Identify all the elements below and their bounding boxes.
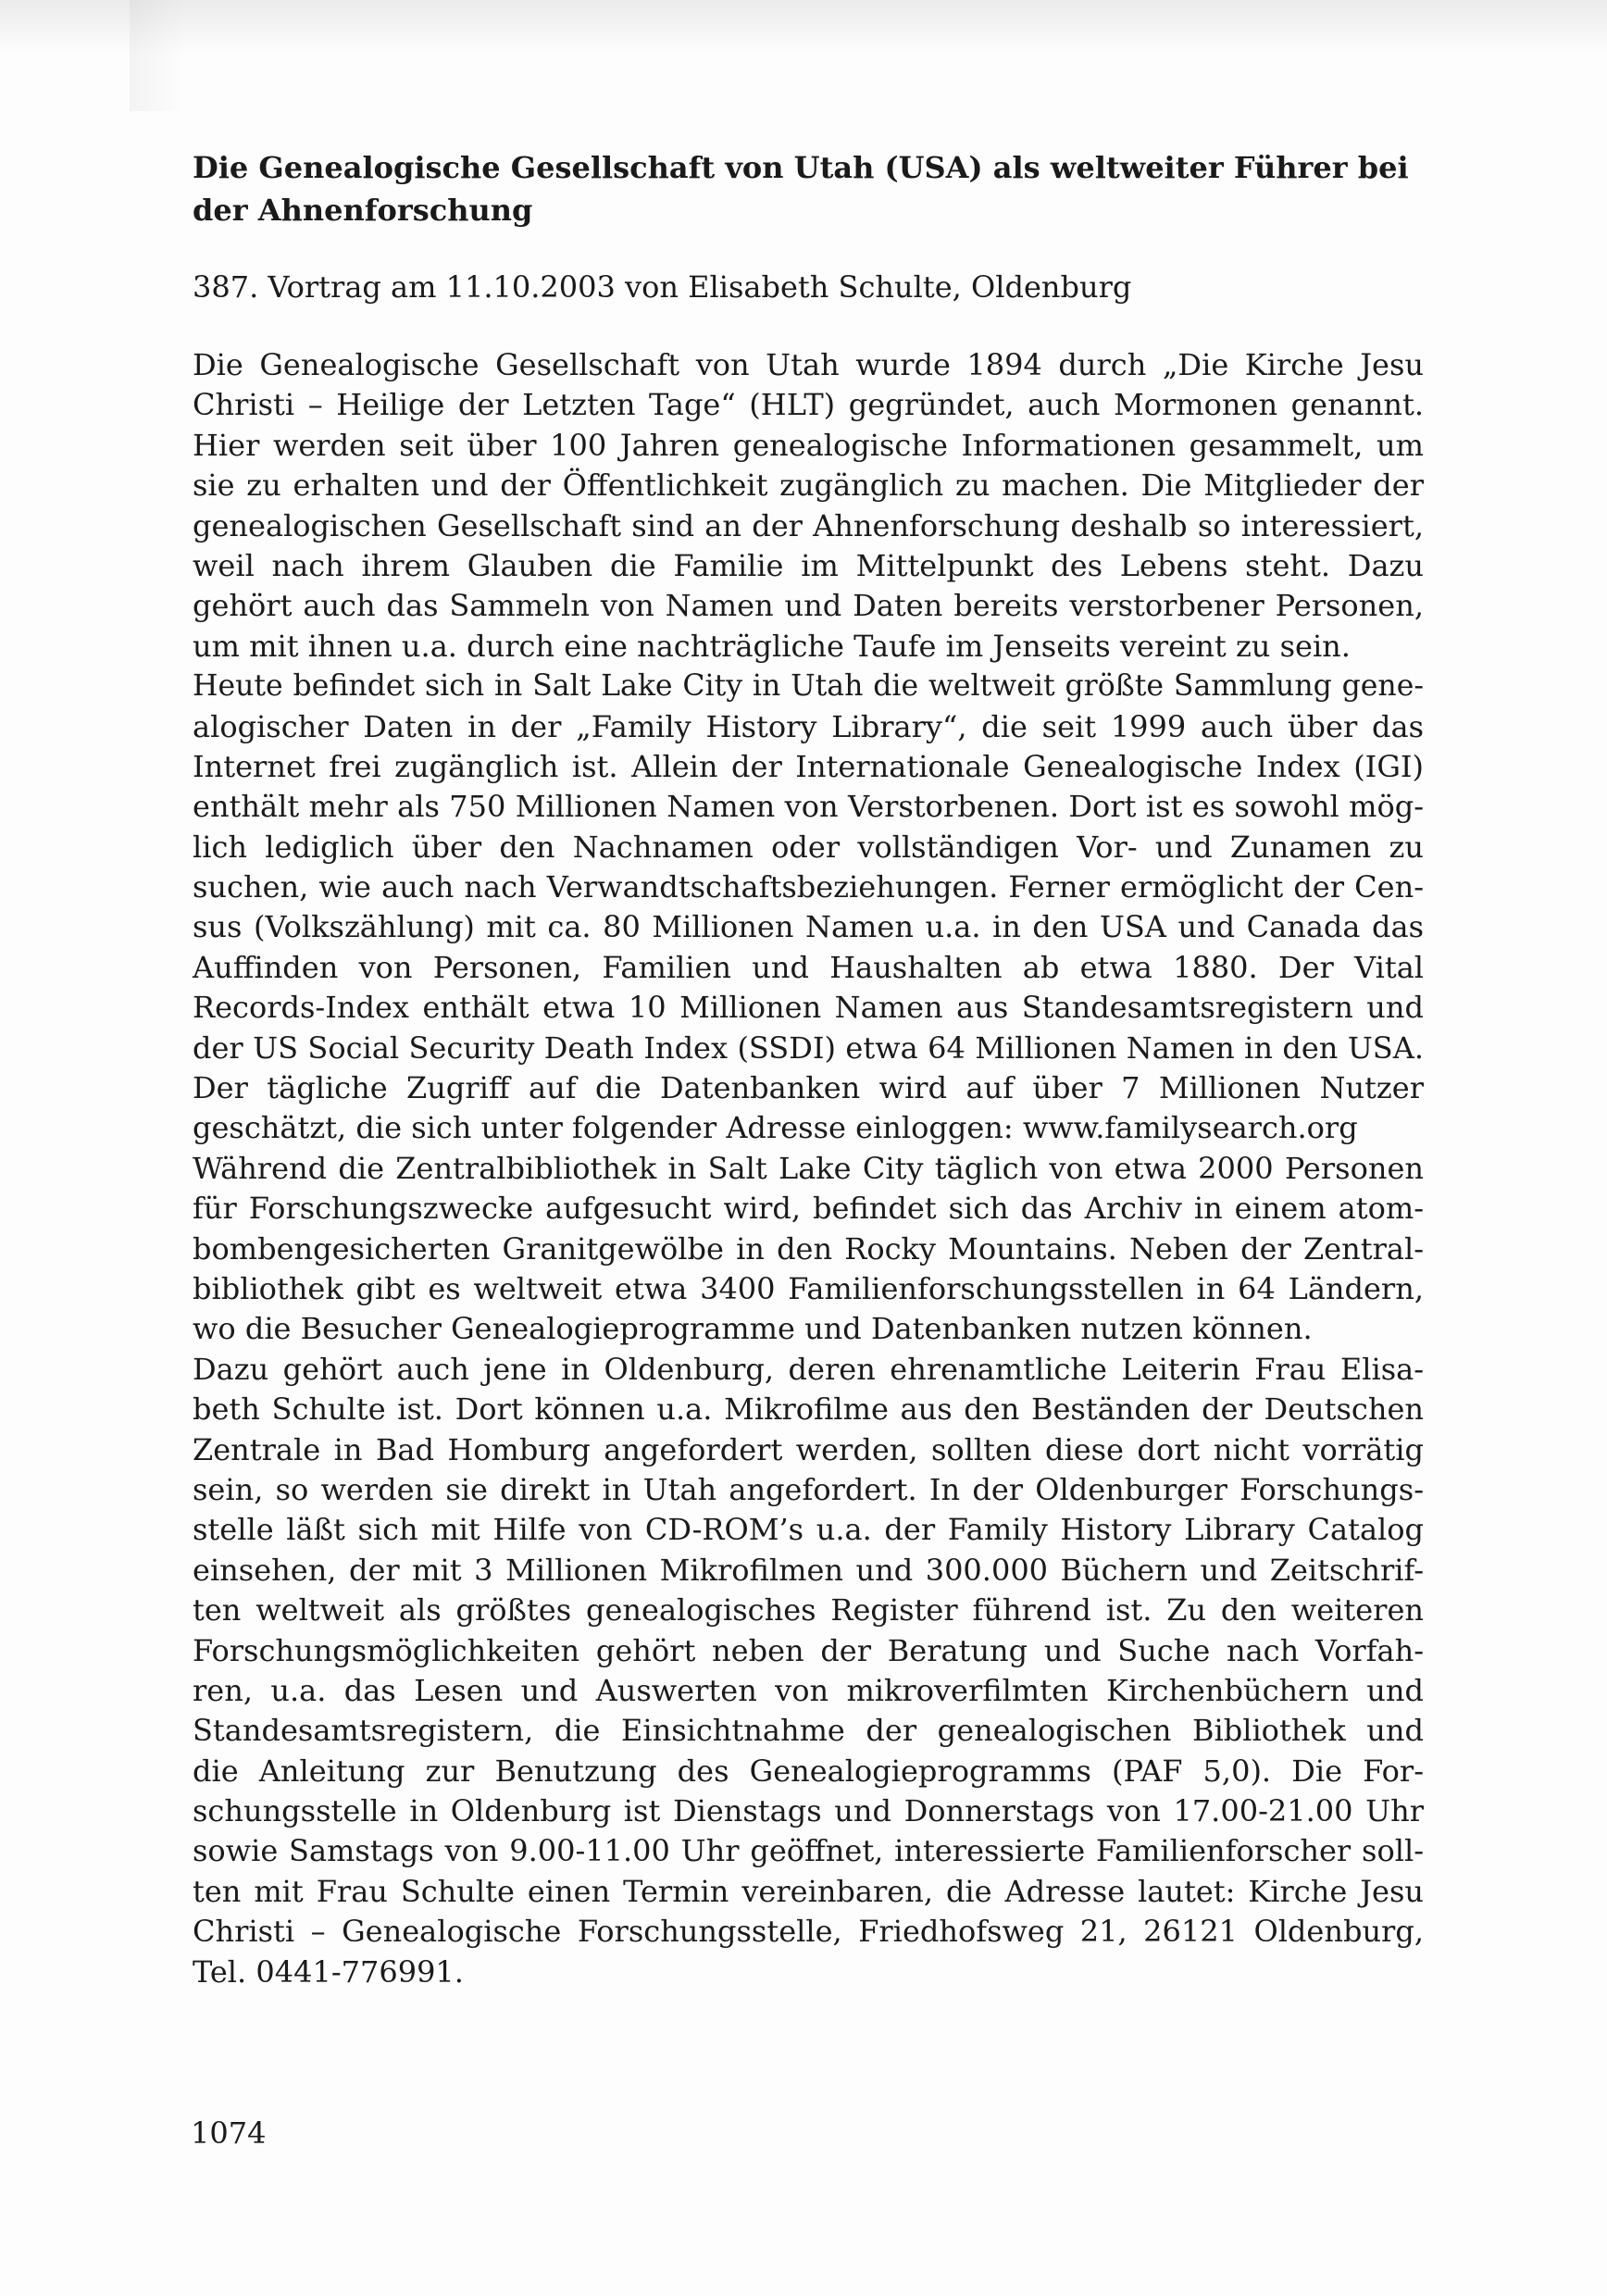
body-line: suchen, wie auch nach Verwandtschaftsbeziehungen. Ferner ermöglicht der Cen- — [193, 869, 1424, 905]
body-line: gehört auch das Sammeln von Namen und Daten bereits verstorbener Personen, — [193, 588, 1424, 624]
body-line: einsehen, der mit 3 Millionen Mikrofilmen und 300.000 Büchern und Zeitschrif- — [193, 1552, 1424, 1588]
body-line: Records-Index enthält etwa 10 Millionen Namen aus Standesamtsregistern und — [193, 990, 1424, 1026]
body-line: Hier werden seit über 100 Jahren genealogische Informationen gesammelt, um — [193, 427, 1424, 463]
body-line: bibliothek gibt es weltweit etwa 3400 Familienforschungsstellen in 64 Ländern, — [193, 1270, 1424, 1306]
article-body — [193, 345, 1424, 1992]
body-line: Während die Zentralbibliothek in Salt Lake City täglich von etwa 2000 Personen — [193, 1150, 1424, 1186]
article-title: Die Genealogische Gesellschaft von Utah (USA) als weltweiter Führer bei der Ahnenforschung — [193, 150, 1409, 228]
body-line: ten mit Frau Schulte einen Termin vereinbaren, die Adresse lautet: Kirche Jesu — [193, 1873, 1424, 1909]
body-line: ten weltweit als größtes genealogisches Register führend ist. Zu den weiteren — [193, 1592, 1424, 1628]
body-line: Die Genealogische Gesellschaft von Utah wurde 1894 durch „Die Kirche Jesu — [193, 347, 1424, 382]
body-line: sie zu erhalten und der Öffentlichkeit zugänglich zu machen. Die Mitglieder der — [193, 468, 1424, 504]
body-line: Dazu gehört auch jene in Oldenburg, deren ehrenamtliche Leiterin Frau Elisa- — [193, 1351, 1424, 1387]
body-line: Auffinden von Personen, Familien und Haushalten ab etwa 1880. Der Vital — [193, 949, 1424, 985]
lecture-subtitle: 387. Vortrag am 11.10.2003 von Elisabeth Schulte, Oldenburg — [193, 269, 1132, 305]
body-line: geschätzt, die sich unter folgender Adresse einloggen: www.familysearch.org — [193, 1110, 1358, 1146]
body-line: enthält mehr als 750 Millionen Namen von Verstorbenen. Dort ist es sowohl mög- — [193, 789, 1424, 825]
body-line: wo die Besucher Genealogieprogramme und Datenbanken nutzen können. — [193, 1311, 1313, 1347]
scan-shadow-left — [130, 0, 185, 111]
body-line: genealogischen Gesellschaft sind an der Ahnenforschung deshalb so interessiert, — [193, 507, 1424, 543]
scan-shadow-top — [0, 0, 1607, 56]
body-line: lich lediglich über den Nachnamen oder vollständigen Vor- und Zunamen zu — [193, 829, 1424, 865]
body-line: Forschungsmöglichkeiten gehört neben der Beratung und Suche nach Vorfah- — [193, 1632, 1424, 1668]
body-line: sein, so werden sie direkt in Utah angefordert. In der Oldenburger Forschungs- — [193, 1471, 1424, 1507]
body-line: sus (Volkszählung) mit ca. 80 Millionen Namen u.a. in den USA und Canada das — [193, 909, 1424, 945]
body-line: Tel. 0441-776991. — [193, 1953, 464, 1990]
body-line: für Forschungszwecke aufgesucht wird, befindet sich das Archiv in einem atom- — [193, 1191, 1424, 1227]
body-line: die Anleitung zur Benutzung des Genealogieprogramms (PAF 5,0). Die For- — [193, 1753, 1424, 1789]
body-line: weil nach ihrem Glauben die Familie im Mittelpunkt des Lebens steht. Dazu — [193, 547, 1424, 583]
body-line: Heute befindet sich in Salt Lake City in Utah die weltweit größte Sammlung gene- — [193, 669, 1424, 704]
body-line: um mit ihnen u.a. durch eine nachträgliche Taufe im Jenseits vereint zu sein. — [193, 628, 1351, 664]
body-line: beth Schulte ist. Dort können u.a. Mikrofilme aus den Beständen der Deutschen — [193, 1391, 1424, 1428]
body-line: Der tägliche Zugriff auf die Datenbanken wird auf über 7 Millionen Nutzer — [193, 1070, 1424, 1106]
body-line: der US Social Security Death Index (SSDI) etwa 64 Millionen Namen in den USA. — [193, 1029, 1424, 1066]
page-number: 1074 — [191, 2115, 267, 2151]
body-line: bombengesicherten Granitgewölbe in den Rocky Mountains. Neben der Zentral- — [193, 1230, 1424, 1267]
body-line: ren, u.a. das Lesen und Auswerten von mikroverfilmten Kirchenbüchern und — [193, 1672, 1424, 1708]
body-line: Standesamtsregistern, die Einsichtnahme der genealogischen Bibliothek und — [193, 1713, 1424, 1749]
body-line: Internet frei zugänglich ist. Allein der Internationale Genealogische Index (IGI) — [193, 748, 1424, 784]
body-line: Christi – Heilige der Letzten Tage“ (HLT) gegründet, auch Mormonen genannt. — [193, 387, 1424, 423]
body-line: Zentrale in Bad Homburg angefordert werden, sollten diese dort nicht vorrätig — [193, 1431, 1424, 1467]
body-line: sowie Samstags von 9.00-11.00 Uhr geöffnet, interessierte Familienforscher soll- — [193, 1833, 1424, 1869]
body-line: Christi – Genealogische Forschungsstelle, Friedhofsweg 21, 26121 Oldenburg, — [193, 1914, 1424, 1950]
body-line: alogischer Daten in der „Family History Library“, die seit 1999 auch über das — [193, 708, 1424, 744]
body-line: stelle läßt sich mit Hilfe von CD-ROM’s u.a. der Family History Library Catalog — [193, 1512, 1424, 1548]
body-line: schungsstelle in Oldenburg ist Dienstags und Donnerstags von 17.00-21.00 Uhr — [193, 1793, 1424, 1829]
